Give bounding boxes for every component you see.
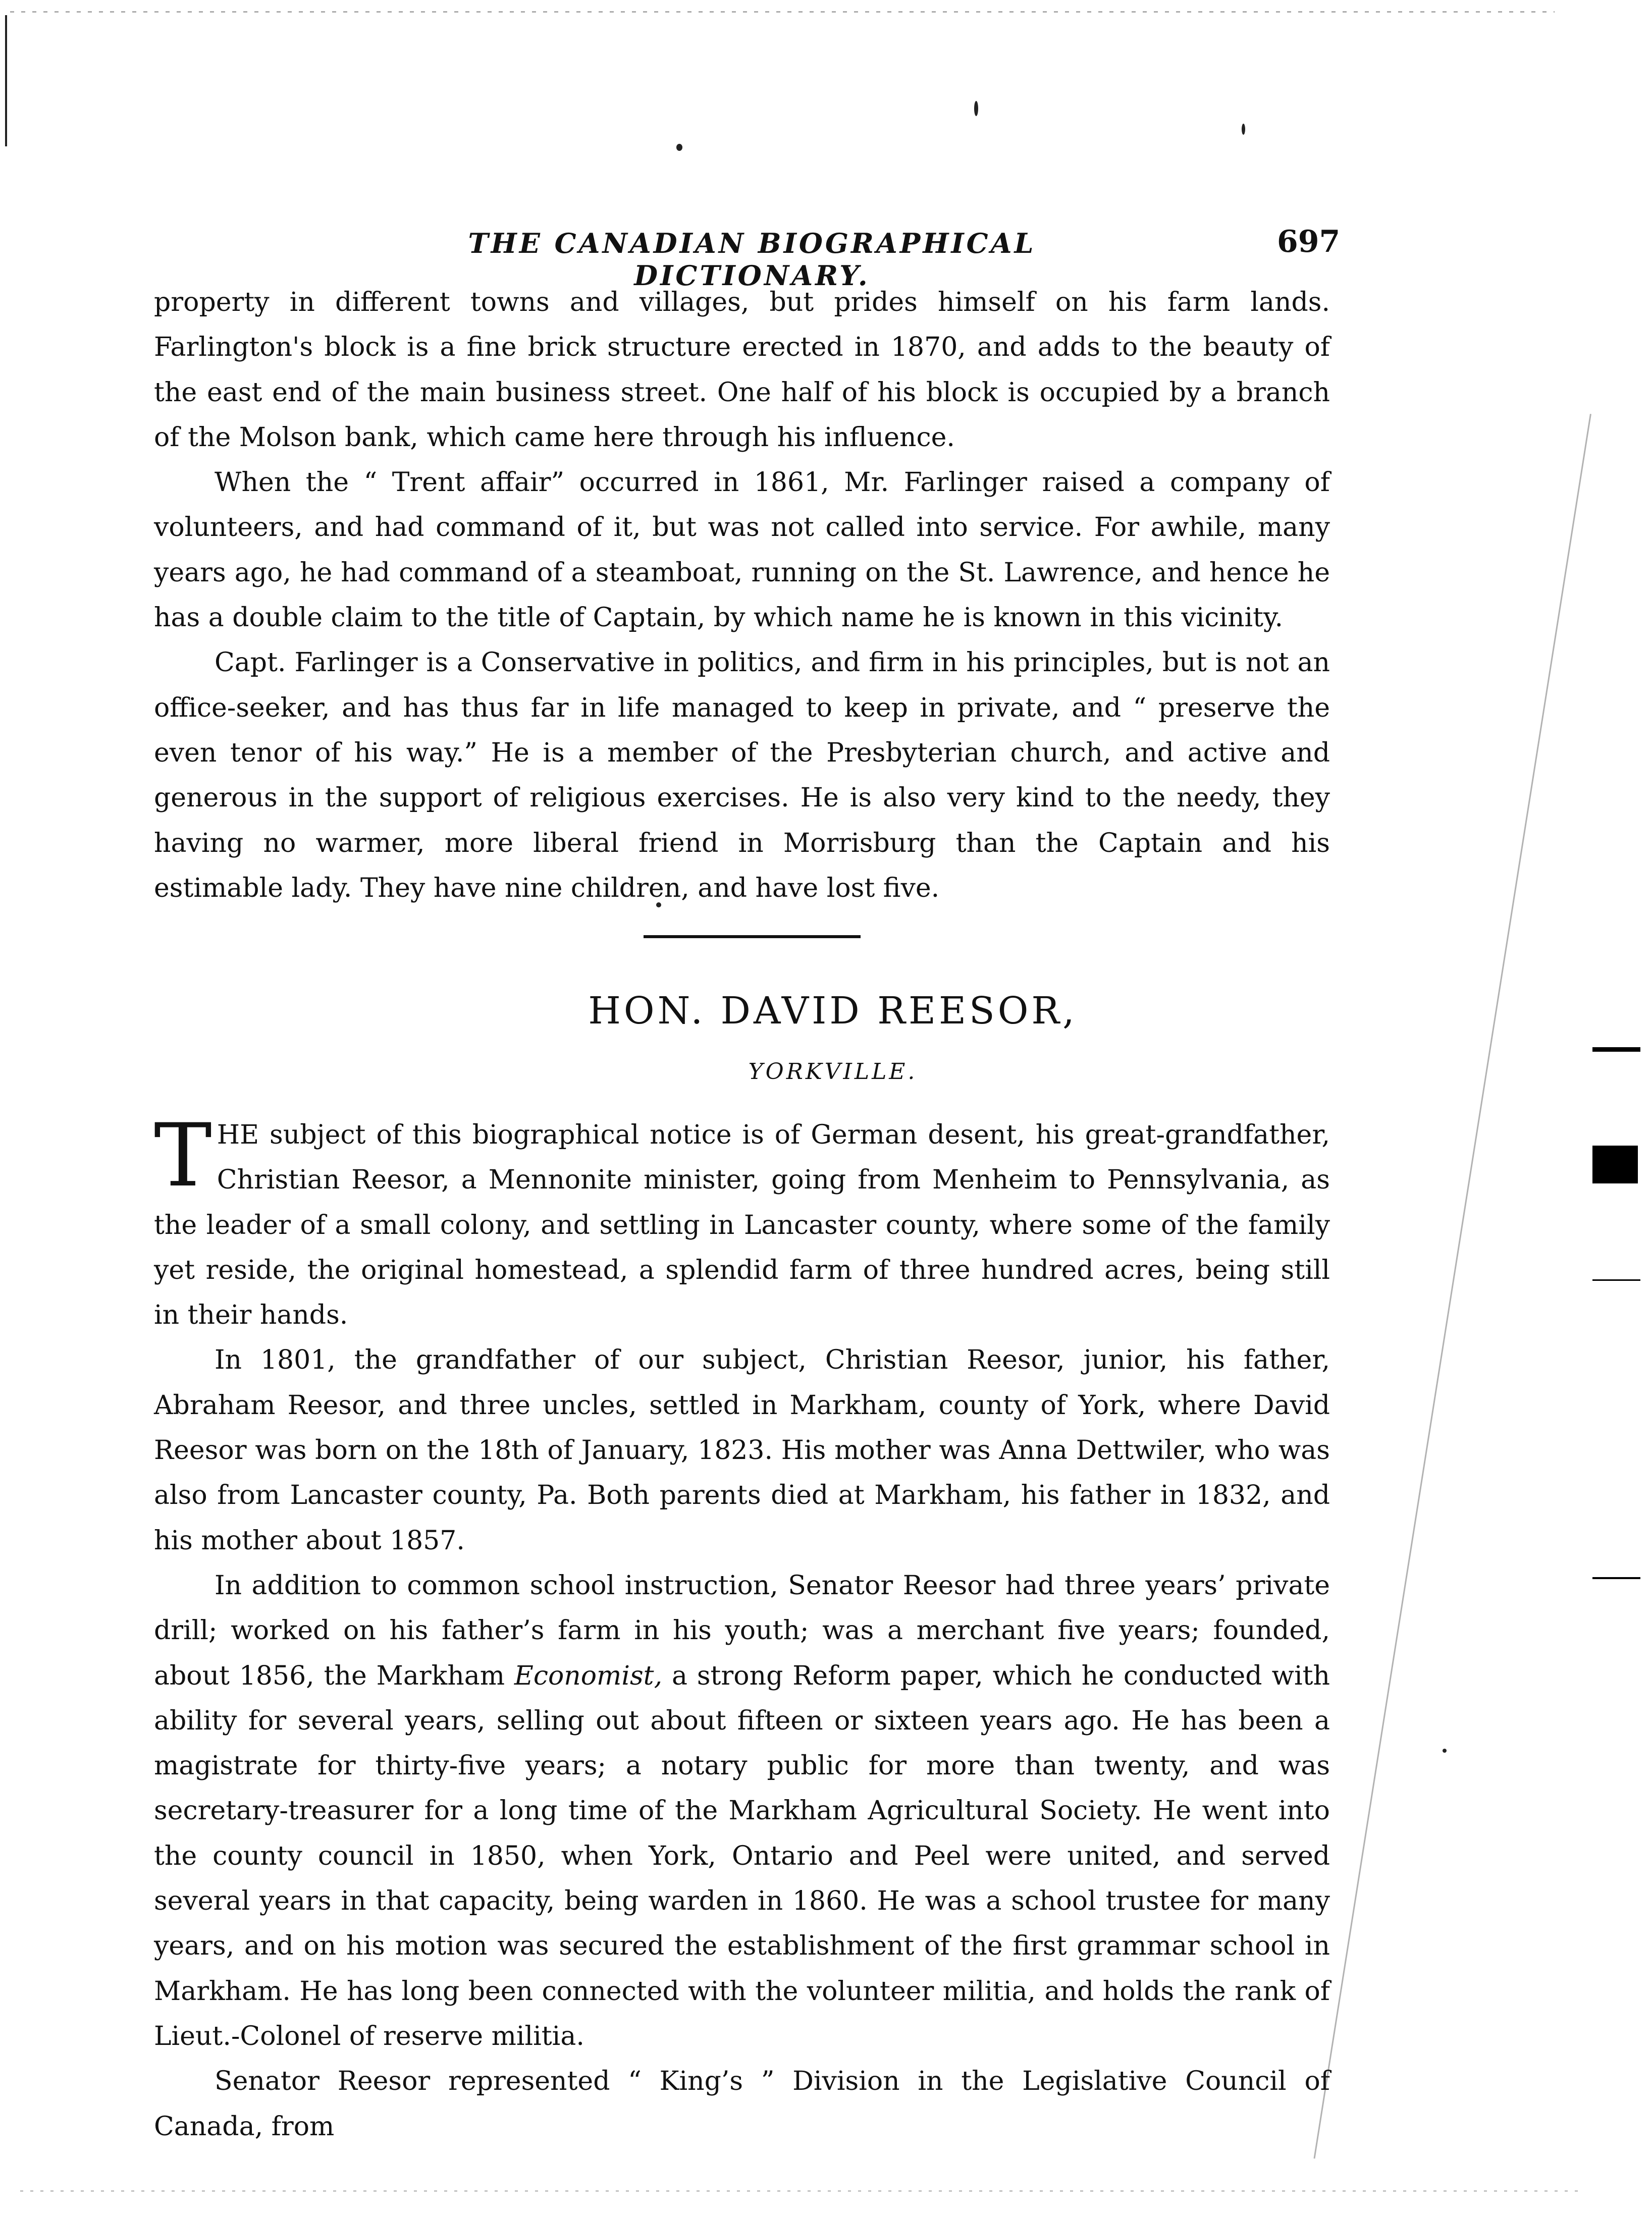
paragraph-text: In addition to common school instruction, Senator Reesor had three years’ private drill; worked on his father’s farm in his youth; was a merchant five years; founded, about 1856, the Markham [154,1570,1330,1691]
margin-line [1592,1279,1640,1281]
margin-line [1592,1577,1640,1579]
paragraph: Capt. Farlinger is a Conservative in politics, and firm in his principles, but is not an office-seeker, and has thus far in life managed to keep in private, and “ preserve the even tenor of his way.” He is a member of the Presbyterian church, and active and generous in the support of religious exercises. He is also very kind to the needy, they having no warmer, more liberal friend in Morrisburg than the Captain and his estimable lady. They have nine children, and have lost five. [154,647,1330,903]
running-title: THE CANADIAN BIOGRAPHICAL DICTIONARY. [468,227,1036,292]
section-divider [644,935,861,938]
scan-border-left [5,15,7,146]
scan-speck [974,101,978,116]
margin-block [1592,1146,1638,1183]
page-crease-line [1313,414,1591,2158]
paragraph-text: a strong Reform paper, which he conducted with ability for several years, selling out about fifteen or sixteen years ago. He has been a magistrate for thirty-five years; a notary public for more than twenty, and was secretary-treasurer for a long time of the Markham Agricultural Society. He went into the county council in 1850, when York, Ontario and Peel were united, and served several years in that capacity, being warden in 1860. He was a school trustee for many years, and on his motion was secured the establishment of the first grammar school in Markham. He has long been connected with the volunteer militia, and holds the rank of Lieut.-Colonel of reserve militia. [154,1660,1330,2051]
newspaper-title: Economist, [514,1660,663,1691]
opening-paragraph [154,1105,1330,1338]
biography-location: YORKVILLE. [748,1059,918,1085]
drop-cap: T [154,1105,212,1206]
paragraph: Senator Reesor represented “ King’s ” Division in the Legislative Council of Canada, from [154,2066,1330,2142]
scan-speck [1443,1749,1447,1753]
scan-border-top [10,11,1555,13]
reesor-biography [154,1105,1330,2149]
scan-speck [1242,124,1245,135]
lead-word: HE [217,1120,259,1150]
paragraph: When the “ Trent affair” occurred in 1861, Mr. Farlinger raised a company of volunteers, and had command of it, but was not called into service. For awhile, many years ago, he had command of a steamboat, running on the St. Lawrence, and hence he has a double claim to the title of Captain, by which name he is known in this vicinity. [154,467,1330,633]
scan-speck [676,144,682,151]
margin-bar [1592,1047,1640,1052]
paragraph [154,1563,1330,2059]
farlinger-biography-continuation [154,280,1330,911]
paragraph-text: subject of this biographical notice is of German desent, his great-grandfather, Christian Reesor, a Mennonite minister, going from Menheim to Pennsylvania, as the leader of a small colony, and settling in Lancaster county, where some of the family yet reside, the original homestead, a splendid farm of three hundred acres, being still in their hands. [154,1120,1330,1331]
scan-border-bottom [20,2190,1585,2192]
paragraph: In 1801, the grandfather of our subject, Christian Reesor, junior, his father, Abraham Reesor, and three uncles, settled in Markham, county of York, where David Reesor was born on the 18th of January, 1823. His mother was Anna Dettwiler, who was also from Lancaster county, Pa. Both parents died at Markham, his father in 1832, and his mother about 1857. [154,1345,1330,1556]
page-number: 697 [1277,224,1341,259]
biography-title: HON. DAVID REESOR, [588,989,1078,1033]
paragraph: property in different towns and villages, but prides himself on his farm lands. Farlington's block is a fine brick structure erected in 1870, and adds to the beauty of the east end of the main business street. One half of his block is occupied by a branch of the Molson bank, which came here through his influence. [154,287,1330,453]
